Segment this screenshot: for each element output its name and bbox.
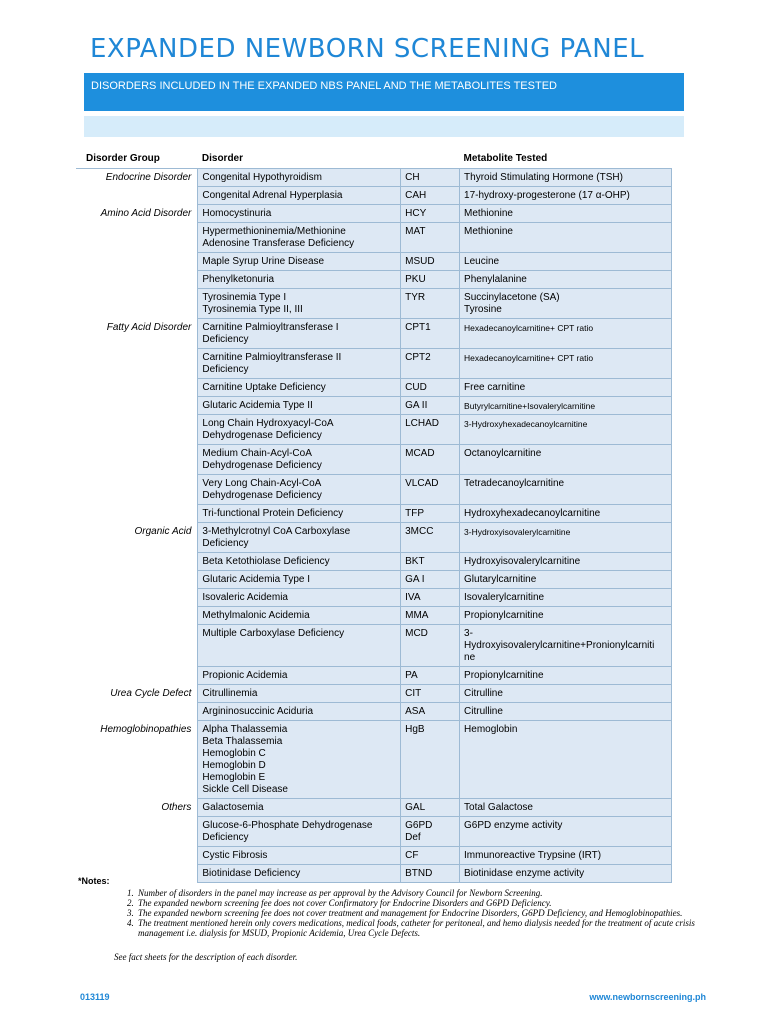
metabolite-cell: Immunoreactive Trypsine (IRT) [460, 847, 672, 865]
abbreviation-cell: CUD [401, 379, 460, 397]
disorder-group-cell: Urea Cycle Defect [76, 685, 198, 703]
abbreviation-cell: PKU [401, 271, 460, 289]
table-row [76, 289, 672, 319]
banner-subbar [84, 116, 684, 137]
table-body [76, 169, 672, 883]
table-row [76, 187, 672, 205]
metabolite-cell: 3- Hydroxyisovalerylcarnitine+Pronionylcarniti ne [460, 625, 672, 667]
disorder-cell: Congenital Hypothyroidism [198, 169, 401, 187]
metabolite-cell: Phenylalanine [460, 271, 672, 289]
disorder-cell: Glutaric Acidemia Type I [198, 571, 401, 589]
disorder-group-cell [76, 589, 198, 607]
metabolite-cell: Propionylcarnitine [460, 667, 672, 685]
abbreviation-cell: MCD [401, 625, 460, 667]
abbreviation-cell: TFP [401, 505, 460, 523]
disorder-group-cell [76, 253, 198, 271]
metabolite-cell: Hemoglobin [460, 721, 672, 799]
table-row [76, 475, 672, 505]
disorder-group-cell: Hemoglobinopathies [76, 721, 198, 799]
disorder-cell: Tri-functional Protein Deficiency [198, 505, 401, 523]
disorder-group-cell: Organic Acid [76, 523, 198, 553]
disorder-group-cell [76, 817, 198, 847]
table-row [76, 553, 672, 571]
metabolite-cell: Citrulline [460, 685, 672, 703]
disorder-cell: Methylmalonic Acidemia [198, 607, 401, 625]
disorder-group-cell [76, 379, 198, 397]
disorder-cell: Phenylketonuria [198, 271, 401, 289]
disorder-cell: Glutaric Acidemia Type II [198, 397, 401, 415]
table-row [76, 169, 672, 187]
section-banner: DISORDERS INCLUDED IN THE EXPANDED NBS PANEL AND THE METABOLITES TESTED [84, 73, 684, 111]
abbreviation-cell: LCHAD [401, 415, 460, 445]
abbreviation-cell: 3MCC [401, 523, 460, 553]
disorder-cell: Homocystinuria [198, 205, 401, 223]
table-row [76, 397, 672, 415]
metabolite-cell: 3-Hydroxyhexadecanoylcarnitine [460, 415, 672, 445]
metabolite-cell: Methionine [460, 223, 672, 253]
disorder-cell: Carnitine Uptake Deficiency [198, 379, 401, 397]
abbreviation-cell: G6PD Def [401, 817, 460, 847]
metabolite-cell: Hydroxyisovalerylcarnitine [460, 553, 672, 571]
disorder-cell: Hypermethioninemia/Methionine Adenosine Transferase Deficiency [198, 223, 401, 253]
metabolite-cell: Octanoylcarnitine [460, 445, 672, 475]
table-row [76, 817, 672, 847]
metabolite-cell: Butyrylcarnitine+Isovalerylcarnitine [460, 397, 672, 415]
disorder-group-cell [76, 625, 198, 667]
table-row [76, 667, 672, 685]
table-row [76, 253, 672, 271]
abbreviation-cell: BTND [401, 865, 460, 883]
header-disorder-group: Disorder Group [76, 151, 198, 169]
disorder-group-cell [76, 271, 198, 289]
metabolite-cell: Hydroxyhexadecanoylcarnitine [460, 505, 672, 523]
note-item: 4. The treatment mentioned herein only covers medications, medical foods, catheter for peritoneal, and hemo dialysis needed for the treatment of acute crisis management i.e. dialysis for MSUD, Propionic Acidemia, Urea Cycle Defects. [136, 918, 698, 938]
disorder-group-cell [76, 397, 198, 415]
metabolite-cell: Hexadecanoylcarnitine+ CPT ratio [460, 349, 672, 379]
abbreviation-cell: MMA [401, 607, 460, 625]
abbreviation-cell: CPT2 [401, 349, 460, 379]
disorder-cell: Cystic Fibrosis [198, 847, 401, 865]
abbreviation-cell: MAT [401, 223, 460, 253]
table-row [76, 319, 672, 349]
abbreviation-cell: VLCAD [401, 475, 460, 505]
notes-section [78, 876, 698, 962]
table-row [76, 379, 672, 397]
table-row [76, 721, 672, 799]
disorder-cell: Biotinidase Deficiency [198, 865, 401, 883]
disorder-group-cell [76, 667, 198, 685]
disorder-group-cell: Endocrine Disorder [76, 169, 198, 187]
disorder-cell: Glucose-6-Phosphate Dehydrogenase Deficiency [198, 817, 401, 847]
abbreviation-cell: CH [401, 169, 460, 187]
disorder-cell: Medium Chain-Acyl-CoA Dehydrogenase Deficiency [198, 445, 401, 475]
header-disorder: Disorder [198, 151, 401, 169]
disorder-cell: Carnitine Palmioyltransferase I Deficiency [198, 319, 401, 349]
metabolite-cell: Glutarylcarnitine [460, 571, 672, 589]
disorder-group-cell: Fatty Acid Disorder [76, 319, 198, 349]
disorder-group-cell [76, 571, 198, 589]
abbreviation-cell: CF [401, 847, 460, 865]
disorder-cell: Congenital Adrenal Hyperplasia [198, 187, 401, 205]
metabolite-cell: Tetradecanoylcarnitine [460, 475, 672, 505]
table-row [76, 799, 672, 817]
table-row [76, 685, 672, 703]
disorder-cell: Maple Syrup Urine Disease [198, 253, 401, 271]
metabolite-cell: Methionine [460, 205, 672, 223]
table-row [76, 505, 672, 523]
abbreviation-cell: CIT [401, 685, 460, 703]
fact-sheet-note: See fact sheets for the description of each disorder. [114, 952, 298, 962]
table-row [76, 571, 672, 589]
disorder-group-cell [76, 415, 198, 445]
metabolite-cell: Hexadecanoylcarnitine+ CPT ratio [460, 319, 672, 349]
document-code: 013119 [80, 992, 110, 1002]
disorder-group-cell [76, 289, 198, 319]
disorder-group-cell [76, 475, 198, 505]
disorder-group-cell [76, 349, 198, 379]
disorder-cell: Propionic Acidemia [198, 667, 401, 685]
abbreviation-cell: ASA [401, 703, 460, 721]
disorder-cell: Long Chain Hydroxyacyl-CoA Dehydrogenase Deficiency [198, 415, 401, 445]
metabolite-cell: Biotinidase enzyme activity [460, 865, 672, 883]
table-row [76, 415, 672, 445]
table-row [76, 589, 672, 607]
note-item: 3. The expanded newborn screening fee does not cover treatment and management for Endocrine Disorders, G6PD Deficiency, and Hemoglobinopathies. [136, 908, 698, 918]
notes-list [78, 888, 698, 938]
metabolite-cell: 17-hydroxy-progesterone (17 α-OHP) [460, 187, 672, 205]
metabolite-cell: Free carnitine [460, 379, 672, 397]
disorder-cell: Alpha Thalassemia Beta Thalassemia Hemoglobin C Hemoglobin D Hemoglobin E Sickle Cell Disease [198, 721, 401, 799]
abbreviation-cell: PA [401, 667, 460, 685]
abbreviation-cell: MSUD [401, 253, 460, 271]
abbreviation-cell: GAL [401, 799, 460, 817]
metabolite-cell: G6PD enzyme activity [460, 817, 672, 847]
table-row [76, 205, 672, 223]
disorder-cell: Tyrosinemia Type I Tyrosinemia Type II, III [198, 289, 401, 319]
disorder-group-cell [76, 187, 198, 205]
abbreviation-cell: BKT [401, 553, 460, 571]
metabolite-cell: Propionylcarnitine [460, 607, 672, 625]
disorder-cell: Multiple Carboxylase Deficiency [198, 625, 401, 667]
metabolite-cell: 3-Hydroxyisovalerylcarnitine [460, 523, 672, 553]
disorder-cell: Galactosemia [198, 799, 401, 817]
table-row [76, 349, 672, 379]
notes-heading: *Notes: [78, 876, 110, 886]
table-row [76, 445, 672, 475]
disorder-cell: Isovaleric Acidemia [198, 589, 401, 607]
disorder-cell: Very Long Chain-Acyl-CoA Dehydrogenase Deficiency [198, 475, 401, 505]
metabolite-cell: Leucine [460, 253, 672, 271]
table-header-row [76, 151, 672, 169]
disorder-group-cell [76, 445, 198, 475]
note-item: 1. Number of disorders in the panel may increase as per approval by the Advisory Council for Newborn Screening. [136, 888, 698, 898]
website-link[interactable]: www.newbornscreening.ph [589, 992, 706, 1002]
metabolite-cell: Succinylacetone (SA) Tyrosine [460, 289, 672, 319]
disorder-cell: Carnitine Palmioyltransferase II Deficiency [198, 349, 401, 379]
table-row [76, 703, 672, 721]
metabolite-cell: Isovalerylcarnitine [460, 589, 672, 607]
metabolite-cell: Thyroid Stimulating Hormone (TSH) [460, 169, 672, 187]
disorder-group-cell [76, 847, 198, 865]
disorder-group-cell: Others [76, 799, 198, 817]
table-row [76, 223, 672, 253]
table-row [76, 625, 672, 667]
disorder-group-cell [76, 607, 198, 625]
disorder-cell: 3-Methylcrotnyl CoA Carboxylase Deficiency [198, 523, 401, 553]
disorder-cell: Argininosuccinic Aciduria [198, 703, 401, 721]
disorder-group-cell: Amino Acid Disorder [76, 205, 198, 223]
abbreviation-cell: HCY [401, 205, 460, 223]
table-row [76, 607, 672, 625]
abbreviation-cell: GA II [401, 397, 460, 415]
disorder-group-cell [76, 223, 198, 253]
metabolite-cell: Total Galactose [460, 799, 672, 817]
abbreviation-cell: CPT1 [401, 319, 460, 349]
abbreviation-cell: TYR [401, 289, 460, 319]
table-row [76, 523, 672, 553]
abbreviation-cell: HgB [401, 721, 460, 799]
disorder-cell: Beta Ketothiolase Deficiency [198, 553, 401, 571]
disorder-group-cell [76, 703, 198, 721]
header-metabolite: Metabolite Tested [460, 151, 672, 169]
table-row [76, 271, 672, 289]
metabolite-cell: Citrulline [460, 703, 672, 721]
abbreviation-cell: MCAD [401, 445, 460, 475]
note-item: 2. The expanded newborn screening fee does not cover Confirmatory for Endocrine Disorders and G6PD Deficiency. [136, 898, 698, 908]
disorder-cell: Citrullinemia [198, 685, 401, 703]
header-abbreviation [401, 151, 460, 169]
abbreviation-cell: IVA [401, 589, 460, 607]
abbreviation-cell: CAH [401, 187, 460, 205]
table-row [76, 847, 672, 865]
disorders-table [76, 151, 672, 883]
disorder-group-cell [76, 505, 198, 523]
page-title: EXPANDED NEWBORN SCREENING PANEL [90, 34, 645, 64]
abbreviation-cell: GA I [401, 571, 460, 589]
disorder-group-cell [76, 553, 198, 571]
